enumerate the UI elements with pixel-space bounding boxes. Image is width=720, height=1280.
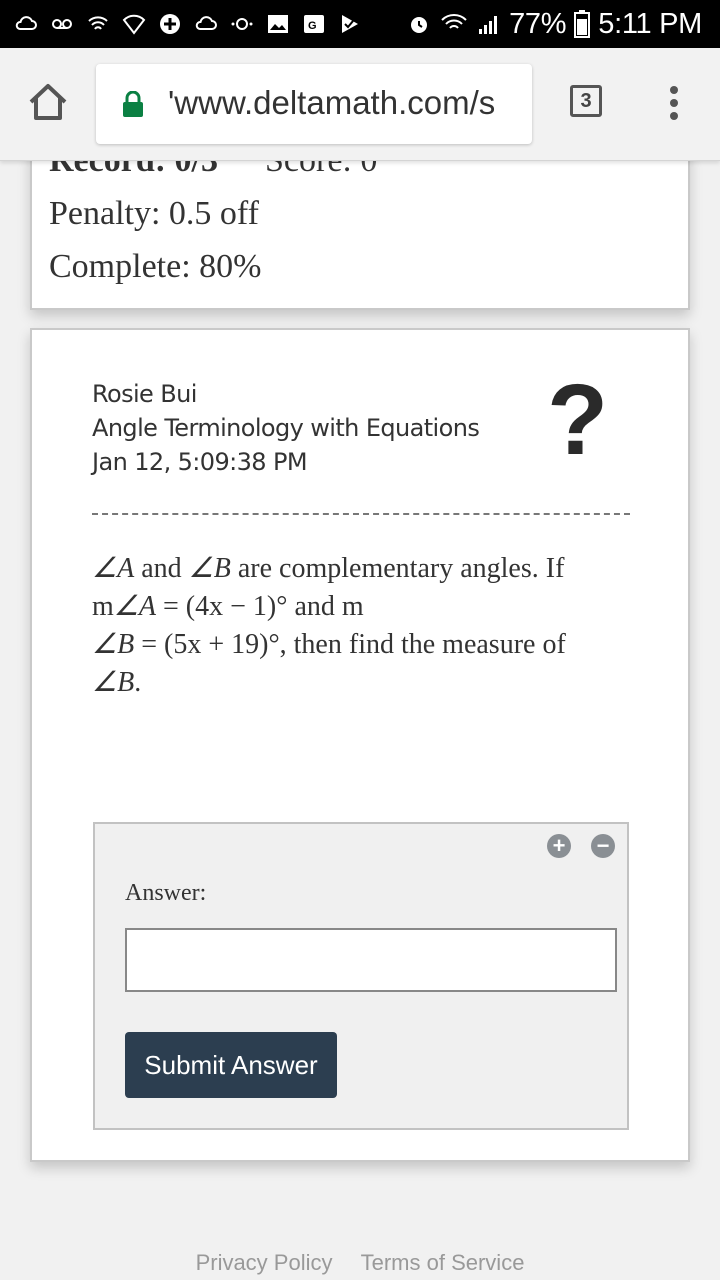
angle-a: ∠A	[92, 553, 135, 584]
problem-text: and m	[287, 591, 364, 622]
answer-input[interactable]	[125, 928, 617, 992]
footer	[0, 1250, 720, 1280]
angle-b: ∠B	[92, 667, 135, 698]
angle-b: ∠B	[92, 629, 135, 660]
image-icon	[266, 12, 290, 36]
problem-card	[30, 328, 690, 1162]
terms-of-service-link[interactable]: Terms of Service	[360, 1250, 525, 1275]
angle-a: ∠A	[113, 591, 156, 622]
help-icon[interactable]: ?	[547, 364, 609, 476]
maps-icon	[302, 12, 326, 36]
divider	[92, 513, 630, 515]
clock: 5:11 PM	[598, 7, 702, 40]
equation-a: = (4x − 1)°	[156, 591, 288, 622]
alarm-icon	[407, 12, 431, 36]
answer-label: Answer:	[125, 880, 207, 906]
problem-text: are complementary angles. If	[230, 553, 565, 584]
notification-icons	[14, 8, 362, 40]
zoom-out-icon[interactable]: −	[591, 834, 615, 858]
svg-text:G: G	[308, 20, 317, 32]
circles-icon	[230, 12, 254, 36]
home-icon[interactable]	[26, 80, 70, 124]
problem-text: and	[134, 553, 189, 584]
check-icon	[338, 12, 362, 36]
wifi-call-icon	[86, 12, 110, 36]
cloud-icon	[14, 12, 38, 36]
tab-switcher-button[interactable]: 3	[570, 85, 602, 117]
browser-toolbar	[0, 48, 720, 161]
plus-icon	[158, 12, 182, 36]
system-status	[407, 0, 702, 48]
submit-answer-button[interactable]: Submit Answer	[125, 1032, 337, 1098]
voicemail-icon	[50, 12, 74, 36]
wifi-icon	[122, 12, 146, 36]
overflow-menu-icon[interactable]	[666, 86, 682, 122]
privacy-policy-link[interactable]: Privacy Policy	[195, 1250, 333, 1275]
measure-prefix: m	[92, 591, 114, 622]
period: .	[134, 667, 142, 698]
battery-percent: 77%	[509, 7, 567, 40]
url-text: 'www.deltamath.com/s	[168, 84, 496, 121]
status-bar	[0, 0, 720, 48]
penalty-text: Penalty: 0.5 off	[49, 195, 259, 232]
timestamp: Jan 12, 5:09:38 PM	[92, 448, 307, 476]
problem-statement	[92, 550, 652, 702]
zoom-in-icon[interactable]: +	[547, 834, 571, 858]
answer-panel	[93, 822, 629, 1130]
lock-icon	[122, 91, 144, 117]
equation-b: = (5x + 19)°	[134, 629, 280, 660]
battery-icon	[574, 12, 590, 36]
address-bar[interactable]	[96, 64, 532, 144]
cloud-icon	[194, 12, 218, 36]
wifi-signal-icon	[439, 12, 469, 36]
complete-text: Complete: 80%	[49, 248, 262, 285]
angle-b: ∠B	[188, 553, 231, 584]
student-name: Rosie Bui	[92, 380, 197, 408]
problem-text: , then find the measure of	[279, 629, 566, 660]
topic-title: Angle Terminology with Equations	[92, 414, 480, 442]
cell-signal-icon	[477, 12, 501, 36]
